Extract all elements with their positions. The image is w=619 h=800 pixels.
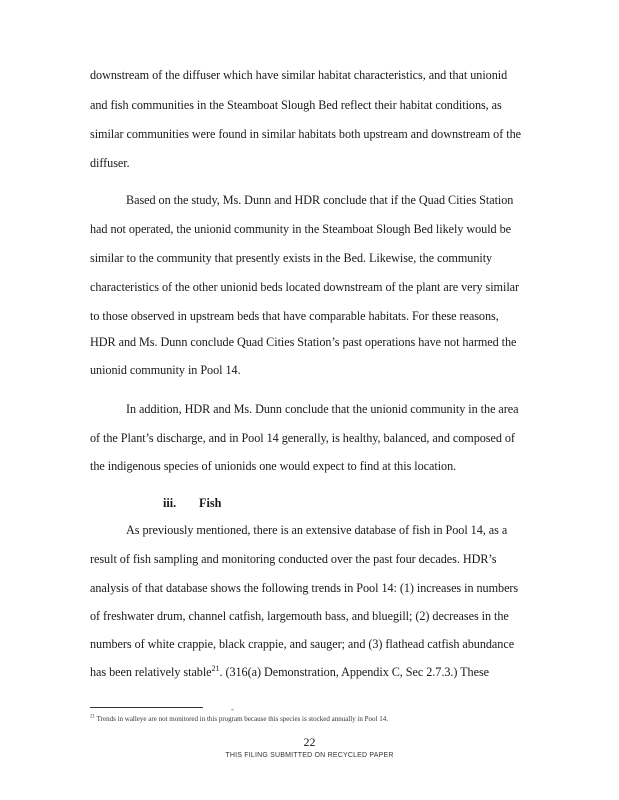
footnote-separator [90,707,203,708]
footnote [90,715,388,723]
page-number: 22 [303,735,316,749]
paragraph-2-line-7: unionid community in Pool 14. [90,363,241,377]
footnote-number: 21 [90,714,95,720]
paragraph-2-line-2: had not operated, the unionid community in the Steamboat Slough Bed likely would be [90,222,511,236]
section-number: iii. [163,496,177,510]
paragraph-3-line-2: of the Plant’s discharge, and in Pool 14 generally, is healthy, balanced, and composed of [90,431,515,445]
fish-paragraph-line-6 [90,665,489,680]
paragraph-1-line-4: diffuser. [90,156,130,170]
section-title: Fish [199,496,222,510]
separator-mark: - [231,705,234,714]
fish-paragraph-line-1: As previously mentioned, there is an extensive database of fish in Pool 14, as a [126,523,508,537]
paragraph-1-line-1: downstream of the diffuser which have similar habitat characteristics, and that unionid [90,68,508,82]
paragraph-2-line-1: Based on the study, Ms. Dunn and HDR conclude that if the Quad Cities Station [126,193,514,207]
recycled-paper-footer: THIS FILING SUBMITTED ON RECYCLED PAPER [225,752,394,759]
fish-paragraph-line-4: of freshwater drum, channel catfish, largemouth bass, and bluegill; (2) decreases in the [90,609,509,623]
paragraph-2-line-4: characteristics of the other unionid beds located downstream of the plant are very similar [90,280,520,294]
paragraph-3-line-3: the indigenous species of unionids one would expect to find at this location. [90,459,457,473]
fish-paragraph-line-2: result of fish sampling and monitoring conducted over the past four decades. HDR’s [90,552,497,566]
paragraph-1-line-2: and fish communities in the Steamboat Slough Bed reflect their habitat conditions, as [90,98,502,112]
paragraph-2-line-6: HDR and Ms. Dunn conclude Quad Cities Station’s past operations have not harmed the [90,335,517,349]
paragraph-1-line-3: similar communities were found in similar habitats both upstream and downstream of the [90,127,521,141]
paragraph-3-line-1: In addition, HDR and Ms. Dunn conclude that the unionid community in the area [126,402,519,416]
footnote-reference: 21 [211,663,220,673]
paragraph-2-line-5: to those observed in upstream beds that have comparable habitats. For these reasons, [90,309,499,323]
fish-paragraph-line-6-end: . (316(a) Demonstration, Appendix C, Sec 2.7.3.) These [219,665,490,679]
fish-paragraph-line-5: numbers of white crappie, black crappie, and sauger; and (3) flathead catfish abundance [90,637,515,651]
fish-paragraph-line-3: analysis of that database shows the following trends in Pool 14: (1) increases in numbers [90,581,519,595]
fish-paragraph-line-6-start: has been relatively stable [90,665,212,679]
paragraph-2-line-3: similar to the community that presently exists in the Bed. Likewise, the community [90,251,493,265]
footnote-text: Trends in walleye are not monitored in this program because this species is stocked annually in Pool 14. [95,715,388,723]
